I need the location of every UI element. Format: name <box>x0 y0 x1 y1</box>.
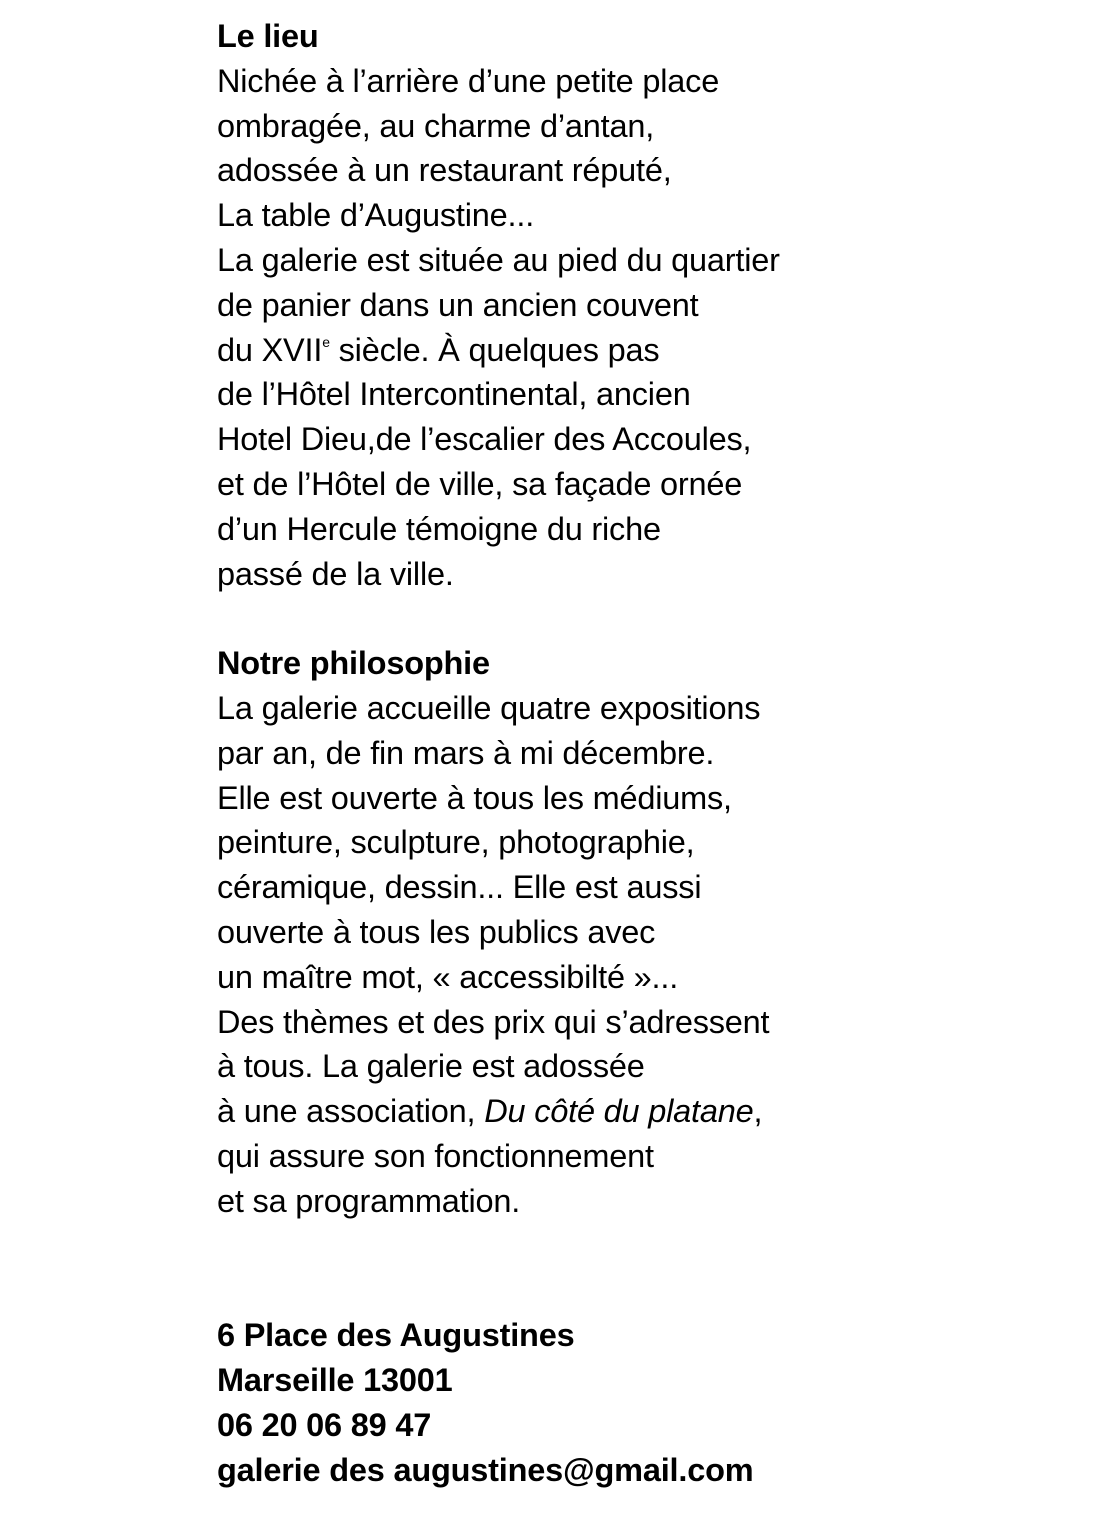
paragraph-line: Des thèmes et des prix qui s’adressent <box>217 1003 770 1040</box>
paragraph-line: céramique, dessin... Elle est aussi <box>217 869 702 906</box>
paragraph-line: peinture, sculpture, photographie, <box>217 824 695 861</box>
century-text: du XVII <box>217 331 323 368</box>
paragraph-line: de l’Hôtel Intercontinental, ancien <box>217 376 691 413</box>
century-text-rest: siècle. À quelques pas <box>329 331 660 368</box>
email-address: galerie des augustines@gmail.com <box>217 1451 754 1488</box>
paragraph-line: ombragée, au charme d’antan, <box>217 107 655 144</box>
paragraph-line: Nichée à l’arrière d’une petite place <box>217 62 720 99</box>
paragraph-line: par an, de fin mars à mi décembre. <box>217 734 715 771</box>
paragraph-line: adossée à un restaurant réputé, <box>217 152 672 189</box>
association-text: à une association, <box>217 1093 485 1130</box>
association-text-end: , <box>753 1093 763 1130</box>
paragraph-line <box>217 328 1077 373</box>
section-heading-le-lieu: Le lieu <box>217 18 319 54</box>
contact-block <box>217 1313 1077 1492</box>
paragraph-line: et sa programmation. <box>217 1182 521 1219</box>
address-line-1: 6 Place des Augustines <box>217 1317 575 1354</box>
phone-number: 06 20 06 89 47 <box>217 1406 432 1443</box>
document-page <box>217 14 1077 1492</box>
paragraph-line: et de l’Hôtel de ville, sa façade ornée <box>217 465 743 502</box>
paragraph-line <box>217 1089 1077 1134</box>
superscript-e: e <box>322 333 330 350</box>
paragraph-line: passé de la ville. <box>217 555 454 592</box>
section-notre-philosophie <box>217 641 1077 1223</box>
section-heading-notre-philosophie: Notre philosophie <box>217 645 490 682</box>
paragraph-line: La galerie est située au pied du quartier <box>217 241 780 278</box>
paragraph-line: La table d’Augustine... <box>217 197 535 234</box>
association-name: Du côté du platane <box>484 1093 754 1130</box>
address-line-2: Marseille 13001 <box>217 1361 453 1398</box>
paragraph-line: d’un Hercule témoigne du riche <box>217 510 661 547</box>
section-le-lieu <box>217 14 1077 596</box>
paragraph-line: ouverte à tous les publics avec <box>217 913 656 950</box>
paragraph-line: à tous. La galerie est adossée <box>217 1048 645 1085</box>
paragraph-line: un maître mot, « accessibilté »... <box>217 958 679 995</box>
paragraph-line: qui assure son fonctionnement <box>217 1137 654 1174</box>
paragraph-line: de panier dans un ancien couvent <box>217 286 699 323</box>
paragraph-line: La galerie accueille quatre expositions <box>217 689 761 726</box>
section-spacer <box>217 1224 1077 1314</box>
paragraph-line: Elle est ouverte à tous les médiums, <box>217 779 732 816</box>
paragraph-line: Hotel Dieu,de l’escalier des Accoules, <box>217 421 752 458</box>
section-spacer <box>217 596 1077 641</box>
